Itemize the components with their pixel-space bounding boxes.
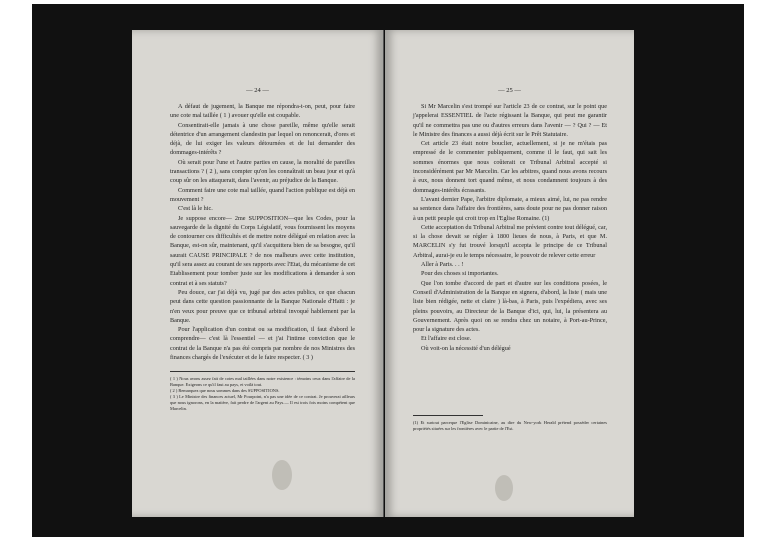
footnote: (1) Et surtout parceque l'Eglise Dominicaine, au dire du New-york Herald prétend posséder certaines propriétés situées sur les frontières avec le partie de l'Est. [413, 420, 607, 431]
paragraph: Où serait pour l'une et l'autre parties en cause, la moralité de pareilles transactions ? ( 2 ), sans compter qu'on les connaîtrait un beau jour et qu'à coup sûr on les attaquerait, dans l'avenir, au préjudice de la Banque. [170, 158, 355, 185]
paper-stain [272, 460, 292, 490]
right-page [385, 30, 634, 517]
paragraph: Que l'on tombe d'accord de part et d'autre sur les conditions posées, le Conseil d'Administration de la Banque en signera, d'abord, la liste ( mais une liste bien rédigée, nette et claire ) là-bas, à Paris, puis l'expédiera, avec ses pleins pouvoirs, au Directeur de la Banque d'ici, qui, lui, la présentera au Gouvernement. Après quoi on se rendra chez un notaire, à Port-au-Prince, pour la signature des actes. [413, 279, 607, 334]
paragraph: Peu douce, car j'ai déjà vu, jugé par des actes publics, ce que chacun peut dans cette question passionnante de la Banque Nationale d'Haïti : je n'en veux pour preuve que ce tribunal arbitral invoqué habilement par la Banque. [170, 288, 355, 324]
paragraph: L'avant dernier Pape, l'arbitre diplomate, a mieux aimé, lui, ne pas rendre sa sentence dans l'affaire des frontières, sans doute pour ne pas donner raison à un petit peuple qui croit trop en l'Eglise Romaine. (1) [413, 195, 607, 222]
paragraph: A défaut de jugement, la Banque me répondra-t-on, peut, pour faire une cote mal taillée ( 1 ) avouer qu'elle est coupable. [170, 103, 355, 120]
right-footnotes [413, 420, 607, 432]
page-number: — 24 — [246, 87, 269, 94]
footnote-rule [170, 371, 355, 372]
left-footnotes [170, 376, 355, 412]
left-page [132, 30, 384, 517]
footnote-rule [413, 415, 483, 416]
right-page-body [413, 102, 607, 353]
paragraph: Où voit-on la nécessité d'un délégué [421, 344, 511, 352]
paragraph: Je suppose encore— 2me SUPPOSITION—que les Codes, pour la sauvegarde de la dignité du Corps Législatif, vous fournissent les moyens de contourner ces difficultés et de mettre notre délégué en relation avec la Banque, est-on sûr, maintenant, qu'il s'acquittera bien de sa besogne, qu'il saurait CAUSE PRINCIPALE ? de nos malheurs avec cette institution, qu'il sera assez au courant de ses rapports avec l'Etat, du mécanisme de cet Etablissement pour tomber juste sur les modifications à demander à son contrat et à ses statuts? [170, 214, 355, 287]
footnote: ( 3 ) Le Ministre des finances actuel, Mr Pourpoint, n'a pas une idée de ce contrat. Je prouverai ailleurs que nous ignorons, en la matière, fait perdre de l'argent au Pays.— Il est trois fois moins compétent que Marcelin. [170, 394, 355, 411]
paragraph: Comment faire une cote mal taillée, quand l'action publique est déjà en mouvement ? [170, 186, 355, 203]
paragraph: Et l'affaire est close. [421, 335, 472, 343]
footnote: ( 1 ) Nous avons assez fait de cotes mal taillées dans notre existence : témoins ceux dans l'affaire de la Banque. Exigeons ce qu'il faut au pays, et voilà tout. [170, 376, 355, 387]
paragraph: Cet article 23 était notre bouclier, actuellement, si je ne m'étais pas empressé de le commenter publiquement, comme il le faut, qui sait les sommes énormes que nous coûterait ce Tribunal Arbitral accepté si inconsidérément par Mr Marcelin. Car les arbitres, quand nous avons recours à eux, nous donnent tort quand même, et nous condamnent toujours à des dommages-intérêts écrasants. [413, 140, 607, 194]
paragraph: Consentirait-elle jamais à une chose pareille, même qu'elle serait détentrice d'un arrangement clandestin par lequel on renoncerait, d'ores et déjà, de lui exiger les valeurs détournées et de lui demander des dommages-intérêts ? [170, 121, 355, 157]
paper-stain [495, 475, 513, 501]
paragraph: Si Mr Marcelin s'est trompé sur l'article 23 de ce contrat, sur le point que j'appelerai ESSENTIEL de l'acte régissant la Banque, qui peut me garantir qu'il ne commettra pas une ou d'autres erreurs dans l'avenir — ? Qui ? — Et le Ministre des finances a aussi déjà écrit sur le Prêt Statutaire. [413, 103, 607, 138]
paragraph: Cette acceptation du Tribunal Arbitral me prévient contre tout délégué, car, si la chose devait se régler à 1800 lieues de nous, à Paris, et que M. MARCELIN s'y fut trouvé lorsqu'il accepta le principe de ce Tribunal Arbitral, aurai-je eu le temps nécessaire, le pouvoir de relever cette erreur [413, 223, 607, 259]
footnote: ( 2 ) Remarquez que nous sommes dans des SUPPOSITIONS. [170, 388, 280, 393]
page-number: — 25 — [498, 87, 521, 94]
left-page-body [170, 102, 355, 362]
paragraph: Pour l'application d'un contrat ou sa modification, il faut d'abord le comprendre— c'est là l'essentiel — et j'ai l'intime conviction que le contrat de la Banque n'a pas été compris par nombre de nos Ministres des finances chargés de l'exécuter et de le faire respecter. ( 3 ) [170, 326, 355, 362]
open-book [132, 30, 634, 517]
paragraph: Pour des choses si importantes. [421, 270, 499, 278]
paragraph: Aller à Paris. . . ! [421, 261, 464, 269]
paragraph: C'est là le hic. [178, 205, 213, 213]
